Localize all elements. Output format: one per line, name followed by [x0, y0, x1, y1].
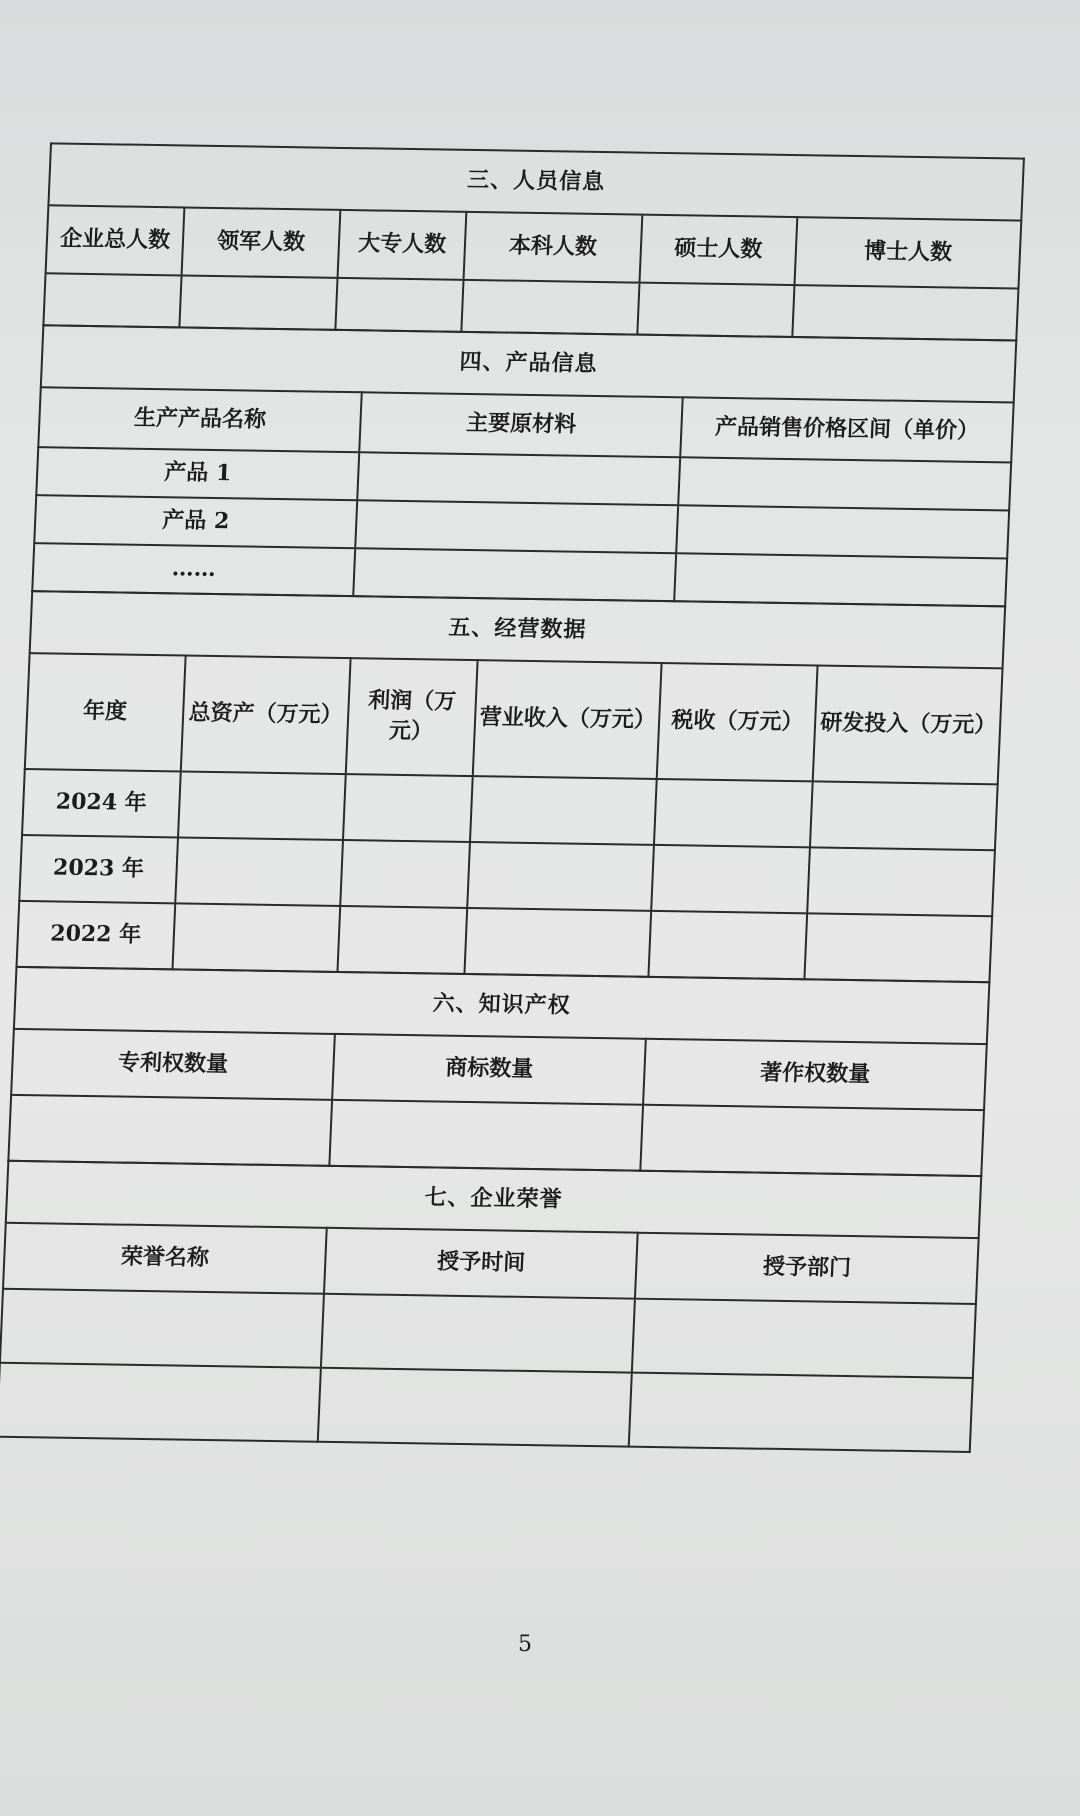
cell-award-department[interactable] [629, 1373, 973, 1452]
products-section [31, 324, 1017, 607]
header-tax: 税收（万元） [657, 663, 818, 781]
cell-doctor[interactable] [792, 285, 1018, 340]
cell-raw-materials[interactable] [353, 548, 676, 601]
cell-revenue[interactable] [467, 842, 655, 911]
cell-master[interactable] [637, 283, 795, 337]
header-rd-investment: 研发投入（万元） [813, 665, 1003, 784]
ip-section [7, 966, 990, 1177]
cell-tax[interactable] [654, 779, 812, 847]
cell-college[interactable] [335, 278, 464, 332]
cell-price-range[interactable] [678, 457, 1011, 510]
section-title-products: 四、产品信息 [41, 325, 1016, 402]
cell-profit[interactable] [338, 906, 467, 974]
header-revenue: 营业收入（万元） [472, 660, 662, 779]
cell-tax[interactable] [649, 911, 807, 979]
header-college: 大专人数 [337, 210, 466, 280]
cell-revenue[interactable] [464, 908, 652, 977]
cell-rd-investment[interactable] [810, 781, 998, 850]
cell-copyrights[interactable] [641, 1105, 984, 1176]
cell-honor-name[interactable] [0, 1363, 321, 1442]
enterprise-info-form [0, 142, 1025, 1453]
header-doctor: 博士人数 [795, 217, 1022, 288]
header-leaders: 领军人数 [182, 207, 341, 277]
section-title-operations: 五、经营数据 [30, 591, 1005, 668]
cell-price-range[interactable] [674, 553, 1007, 606]
section-title-ip: 六、知识产权 [14, 967, 989, 1044]
header-year: 年度 [25, 653, 186, 771]
cell-award-date[interactable] [321, 1294, 635, 1373]
cell-total-assets[interactable] [178, 771, 346, 840]
cell-revenue[interactable] [470, 776, 658, 845]
section-title-personnel: 三、人员信息 [48, 143, 1023, 220]
personnel-section [42, 142, 1025, 341]
cell-profit[interactable] [340, 840, 469, 908]
cell-total-assets[interactable] [172, 903, 340, 972]
cell-raw-materials[interactable] [357, 452, 680, 505]
cell-trademarks[interactable] [329, 1100, 643, 1171]
section-title-honors: 七、企业荣誉 [6, 1161, 981, 1238]
header-total-staff: 企业总人数 [46, 205, 185, 275]
header-total-assets: 总资产（万元） [180, 656, 350, 775]
header-product-name: 生产产品名称 [38, 387, 362, 452]
cell-total-assets[interactable] [175, 837, 343, 906]
cell-honor-name[interactable] [0, 1289, 324, 1368]
product-row-label: 产品 2 [34, 495, 357, 548]
cell-bachelor[interactable] [462, 280, 639, 335]
product-row-label: 产品 1 [36, 447, 359, 500]
header-profit: 利润（万元） [346, 658, 477, 776]
year-label: 2024 年 [22, 769, 180, 837]
cell-award-department[interactable] [632, 1299, 976, 1378]
cell-leaders[interactable] [180, 275, 338, 329]
header-bachelor: 本科人数 [464, 212, 642, 283]
year-label: 2023 年 [19, 835, 177, 903]
header-master: 硕士人数 [639, 215, 798, 285]
cell-rd-investment[interactable] [804, 913, 992, 982]
operations-section [15, 590, 1006, 983]
cell-award-date[interactable] [318, 1368, 632, 1447]
header-copyrights: 著作权数量 [643, 1039, 986, 1110]
header-trademarks: 商标数量 [332, 1034, 646, 1105]
cell-patents[interactable] [8, 1095, 332, 1166]
header-award-date: 授予时间 [324, 1228, 638, 1299]
header-patents: 专利权数量 [11, 1029, 335, 1100]
honors-section [0, 1160, 982, 1453]
header-raw-materials: 主要原材料 [359, 392, 683, 457]
cell-profit[interactable] [343, 774, 472, 842]
page-number: 5 [518, 1632, 532, 1657]
header-honor-name: 荣誉名称 [3, 1223, 327, 1294]
year-label: 2022 年 [17, 901, 175, 969]
cell-tax[interactable] [652, 845, 810, 913]
header-award-department: 授予部门 [635, 1233, 978, 1304]
cell-total-staff[interactable] [43, 273, 181, 327]
product-row-label: …… [32, 543, 355, 596]
cell-rd-investment[interactable] [807, 847, 995, 916]
header-price-range: 产品销售价格区间（单价） [680, 397, 1013, 462]
cell-price-range[interactable] [676, 505, 1009, 558]
cell-raw-materials[interactable] [355, 500, 678, 553]
